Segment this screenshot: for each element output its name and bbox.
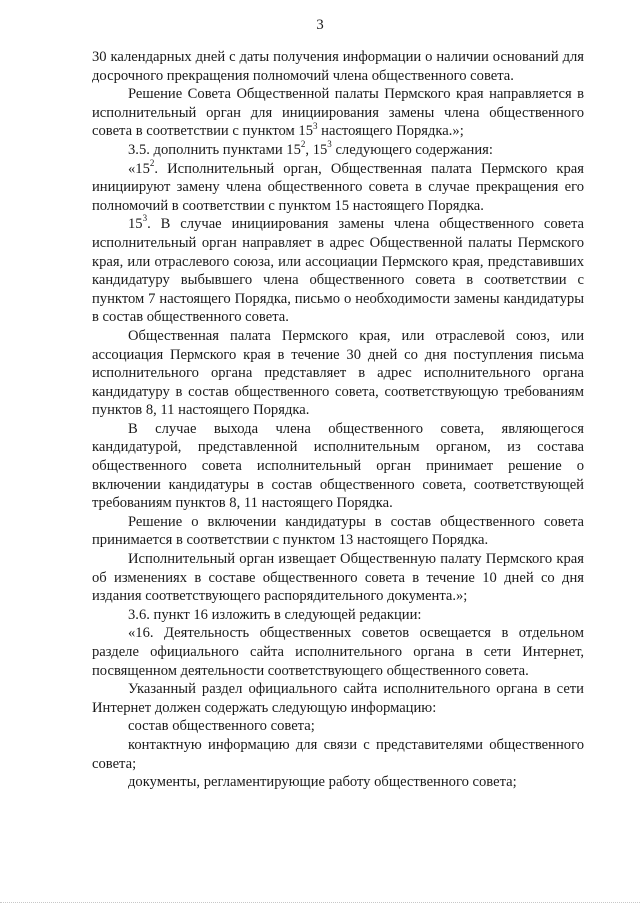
paragraph-p10: [92, 606, 584, 625]
document-body: [92, 48, 584, 792]
paragraph-text: состав общественного совета;: [128, 718, 315, 735]
paragraph-p14: [92, 736, 584, 773]
paragraph-p6: [92, 327, 584, 420]
paragraph-text: В случае выхода члена общественного совета, являющегося кандидатурой, представленной исполнительным органом, из состава общественного совета исполнительный орган принимает решение о включении кандидатуры в состав общественного совета, соответствующей требованиям пунктов 8, 11 настоящего Порядка.: [92, 420, 584, 512]
scan-edge-divider: [0, 902, 640, 903]
page-number: 3: [316, 17, 324, 33]
paragraph-text: Указанный раздел официального сайта исполнительного органа в сети Интернет должен содержать следующую информацию:: [92, 681, 584, 716]
paragraph-text: Решение Совета Общественной палаты Пермского края направляется в исполнительный орган для инициирования замены члена общественного совета в соответствии с пунктом 15: [92, 86, 584, 140]
superscript-index: 2: [300, 139, 306, 150]
superscript-index: 3: [142, 213, 148, 224]
paragraph-p7: [92, 420, 584, 513]
superscript-index: 2: [149, 157, 155, 168]
paragraph-p5: [92, 215, 584, 327]
paragraph-text: . Исполнительный орган, Общественная палата Пермского края инициируют замену члена общественного совета в случае прекращения его полномочий в соответствии с пунктом 15 настоящего Порядка.: [92, 160, 584, 214]
paragraph-p13: [92, 717, 584, 736]
superscript-index: 3: [327, 139, 332, 150]
paragraph-text: Общественная палата Пермского края, или отраслевой союз, или ассоциация Пермского края в течение 30 дней со дня поступления письма исполнительного органа представляет в адрес исполнительного органа кандидатуру в состав общественного совета, соответствующую требованиям пунктов 8, 11 настоящего Порядка.: [92, 327, 584, 419]
paragraph-text: настоящего Порядка.»;: [317, 123, 464, 140]
paragraph-p1: [92, 48, 584, 85]
paragraph-text: 15: [128, 216, 143, 233]
paragraph-p15: [92, 773, 584, 792]
paragraph-p8: [92, 513, 584, 550]
paragraph-p3: [92, 141, 584, 160]
paragraph-p4: [92, 157, 584, 216]
superscript-index: 3: [313, 120, 318, 131]
paragraph-text: Решение о включении кандидатуры в состав общественного совета принимается в соответствии с пунктом 13 настоящего Порядка.: [92, 513, 584, 549]
paragraph-text: 3.5. дополнить пунктами 15: [128, 141, 301, 158]
paragraph-text: . В случае инициирования замены члена общественного совета исполнительный орган направляет в адрес Общественной палаты Пермского края, или отраслевого союза, или ассоциации Пермского края, представивших кандидатуру выбывшего члена общественного совета в соответствии с пунктом 7 настоящего Порядка, письмо о необходимости замены кандидатуры в состав общественного совета.: [92, 216, 584, 326]
paragraph-text: «16. Деятельность общественных советов освещается в отдельном разделе официального сайта исполнительного органа в сети Интернет, посвященном деятельности соответствующего общественного совета.: [92, 625, 584, 679]
paragraph-text: 3.6. пункт 16 изложить в следующей редакции:: [128, 606, 422, 623]
paragraph-p2: [92, 85, 584, 141]
paragraph-p12: [92, 680, 584, 717]
paragraph-p11: [92, 624, 584, 680]
paragraph-text: Исполнительный орган извещает Общественную палату Пермского края об изменениях в составе общественного совета в течение 10 дней со дня издания соответствующего распорядительного документа.»;: [92, 551, 584, 605]
paragraph-p9: [92, 550, 584, 606]
paragraph-text: , 15: [305, 141, 328, 158]
paragraph-text: контактную информацию для связи с представителями общественного совета;: [92, 736, 584, 772]
paragraph-text: 30 календарных дней с даты получения информации о наличии оснований для досрочного прекращения полномочий члена общественного совета.: [92, 49, 584, 84]
paragraph-text: документы, регламентирующие работу общественного совета;: [128, 774, 517, 791]
paragraph-text: «15: [128, 160, 150, 177]
paragraph-text: следующего содержания:: [331, 141, 493, 158]
